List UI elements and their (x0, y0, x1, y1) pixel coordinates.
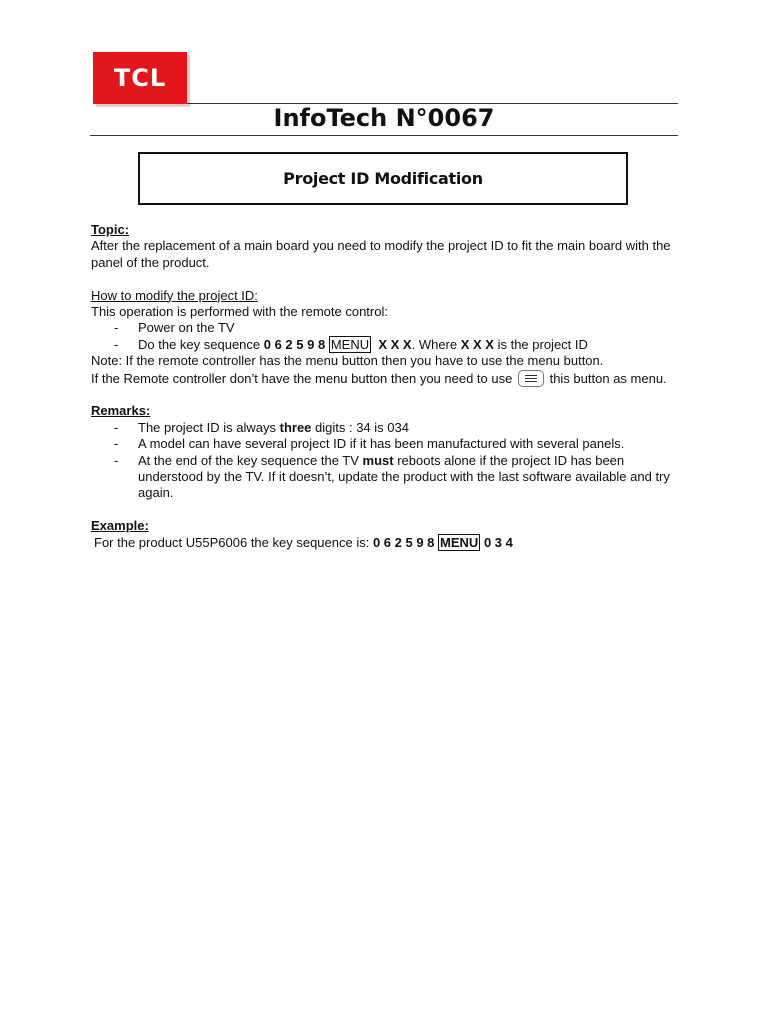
header-rule-bottom (90, 135, 678, 136)
topic-text: After the replacement of a main board you need to modify the project ID to fit the main board with the panel of the product. (91, 238, 671, 270)
remarks-heading: Remarks: (91, 403, 151, 419)
tcl-logo: TCL (93, 52, 187, 104)
subtitle-box (138, 152, 628, 205)
example-menu-key: MENU (440, 534, 479, 550)
remark-reboot: - At the end of the key sequence the TV must reboots alone if the project ID has been understood by the TV. If it doesn’t, update the product with the last software available and try again. (91, 453, 681, 502)
note-menu-button: Note: If the remote controller has the menu button then you have to use the menu button. (91, 353, 604, 369)
subtitle-text: Project ID Modification (283, 169, 483, 188)
example-text: For the product U55P6006 the key sequence is: 0 6 2 5 9 8 MENU 0 3 4 (94, 534, 513, 550)
menu-lines-icon (518, 370, 544, 387)
document-title: InfoTech N°0067 (273, 104, 495, 132)
remark-three-digits: - The project ID is always three digits : 34 is 034 (91, 420, 681, 436)
topic-heading: Topic: (91, 222, 130, 237)
document-body (91, 222, 681, 551)
menu-key-label: MENU (330, 336, 370, 352)
howto-heading: How to modify the project ID: (91, 287, 258, 303)
note-alt-button: If the Remote controller don’t have the menu button then you need to use this button as menu. (91, 370, 667, 386)
remark-several-ids: - A model can have several project ID if it has been manufactured with several panels. (91, 436, 681, 452)
step-power-on: - Power on the TV (91, 320, 681, 336)
step-key-sequence: - Do the key sequence 0 6 2 5 9 8 MENU X X X. Where X X X is the project ID (91, 337, 681, 353)
howto-intro: This operation is performed with the remote control: (91, 304, 388, 320)
remarks-list (91, 420, 681, 502)
example-heading: Example: (91, 518, 149, 534)
howto-steps (91, 320, 681, 353)
